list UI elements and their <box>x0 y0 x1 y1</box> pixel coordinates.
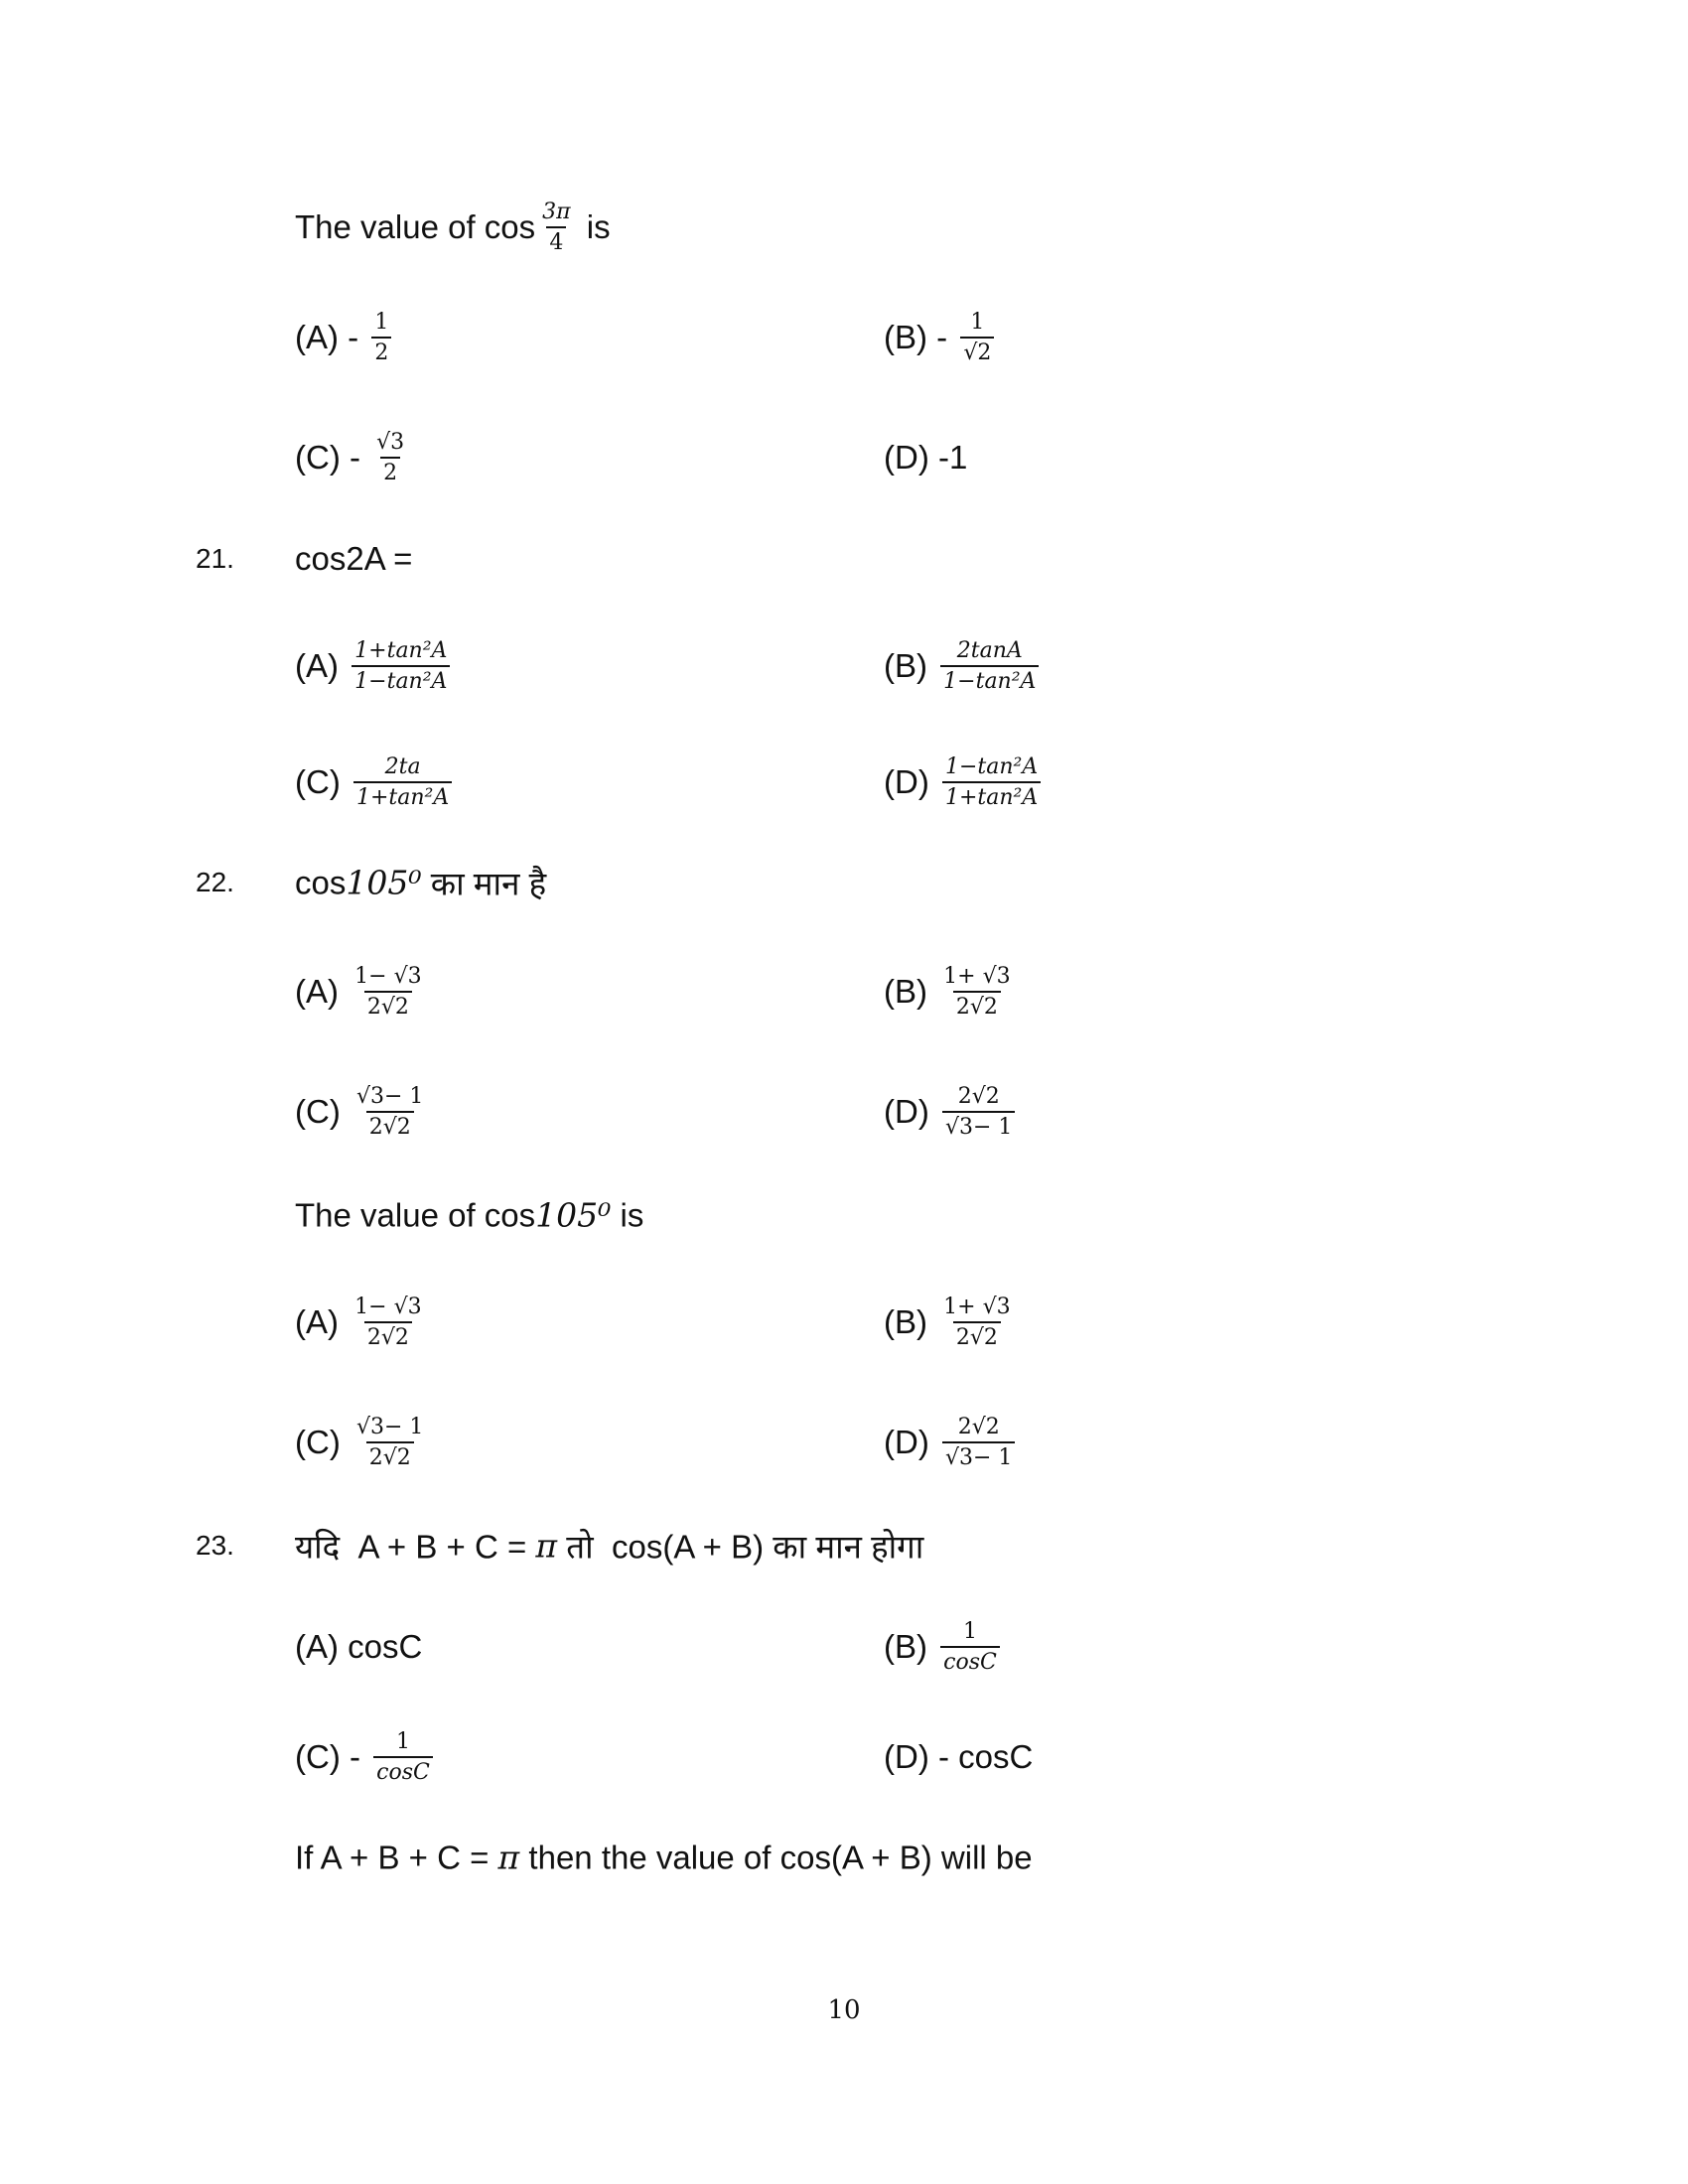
fraction-numerator: 2√2 <box>957 1084 1000 1109</box>
stem-math: π <box>497 1838 520 1877</box>
fraction-denominator: 2√2 <box>953 1321 1001 1350</box>
option-text: (D) <box>884 1424 938 1460</box>
fraction-denominator: 2√2 <box>953 991 1001 1020</box>
fraction-denominator: 4 <box>546 226 566 255</box>
question-stem <box>295 1524 923 1569</box>
option-text: (C) - <box>295 439 370 476</box>
fraction <box>353 754 452 810</box>
answer-option[interactable] <box>884 638 1043 694</box>
fraction-numerator: 1− √3 <box>354 964 422 989</box>
fraction-numerator: 1 <box>395 1729 410 1754</box>
answer-option[interactable] <box>884 1084 1019 1140</box>
page-number: 10 <box>827 1995 861 2025</box>
fraction-numerator: √3− 1 <box>355 1084 424 1109</box>
option-text: (B) - <box>884 319 957 355</box>
fraction <box>353 1084 426 1140</box>
stem-text: cos <box>295 864 347 900</box>
option-text: (A) <box>295 647 349 684</box>
fraction <box>940 1619 1000 1675</box>
answer-option[interactable] <box>884 1295 1018 1350</box>
fraction <box>352 964 424 1020</box>
answer-option[interactable] <box>295 638 454 694</box>
fraction-numerator: 1+ √3 <box>943 1295 1011 1319</box>
question-number: 21. <box>196 543 234 574</box>
fraction-denominator: 2√2 <box>366 1441 414 1470</box>
fraction-denominator: √3− 1 <box>942 1441 1015 1470</box>
answer-option[interactable] <box>884 754 1045 810</box>
fraction-denominator: 2√2 <box>366 1111 414 1140</box>
fraction-denominator: 1−tan²A <box>352 665 450 694</box>
stem-text: is <box>611 1196 644 1233</box>
question-number: 22. <box>196 867 234 897</box>
fraction-numerator: 3π <box>542 200 571 224</box>
stem-text: तो cos(A + B) का मान होगा <box>557 1528 924 1566</box>
option-text: (A) cosC <box>295 1628 423 1665</box>
option-text: (D) -1 <box>884 439 968 476</box>
answer-option[interactable] <box>295 754 456 810</box>
option-text: (B) <box>884 1628 937 1665</box>
fraction <box>352 638 450 694</box>
fraction-denominator: 2√2 <box>364 1321 412 1350</box>
fraction <box>940 1295 1013 1350</box>
fraction <box>960 310 994 365</box>
answer-option[interactable] <box>295 964 429 1020</box>
fraction <box>940 638 1039 694</box>
answer-option[interactable] <box>295 1295 429 1350</box>
question-stem <box>295 540 412 578</box>
fraction-numerator: 2√2 <box>957 1415 1000 1439</box>
fraction-numerator: 2tanA <box>956 638 1023 663</box>
answer-option[interactable] <box>884 439 967 477</box>
stem-math: π <box>535 1526 558 1566</box>
option-text: (A) <box>295 1303 349 1340</box>
stem-text: The value of cos <box>295 1196 536 1233</box>
stem-text: The value of cos <box>295 208 536 245</box>
fraction-denominator: 1+tan²A <box>942 781 1041 810</box>
answer-option[interactable] <box>295 1628 422 1666</box>
fraction-numerator: √3− 1 <box>355 1415 424 1439</box>
fraction-denominator: 2 <box>371 337 391 365</box>
fraction-numerator: 1+tan²A <box>354 638 448 663</box>
fraction <box>353 1415 426 1470</box>
answer-option[interactable] <box>295 310 395 365</box>
fraction <box>942 754 1041 810</box>
fraction-denominator: √2 <box>960 337 994 365</box>
fraction-numerator: 2ta <box>384 754 421 779</box>
stem-text: then the value of cos(A + B) will be <box>519 1839 1033 1875</box>
question-number: 23. <box>196 1530 234 1561</box>
stem-math: 105⁰ <box>346 863 422 902</box>
option-text: (C) <box>295 1093 350 1130</box>
option-text: (A) <box>295 973 349 1010</box>
stem-text: If A + B + C = <box>295 1839 498 1875</box>
stem-text: cos2A = <box>295 540 413 577</box>
answer-option[interactable] <box>884 1415 1019 1470</box>
question-stem <box>295 1196 643 1235</box>
fraction-numerator: 1−tan²A <box>944 754 1039 779</box>
answer-option[interactable] <box>884 1619 1004 1675</box>
fraction <box>539 200 573 255</box>
fraction-numerator: 1+ √3 <box>943 964 1011 989</box>
option-text: (B) <box>884 1303 937 1340</box>
option-text: (B) <box>884 647 937 684</box>
fraction <box>373 430 407 485</box>
fraction-denominator: 1−tan²A <box>940 665 1039 694</box>
stem-text: का मान है <box>421 865 547 902</box>
fraction-denominator: 1+tan²A <box>353 781 452 810</box>
stem-text: is <box>577 208 611 245</box>
answer-option[interactable] <box>884 310 998 365</box>
fraction <box>352 1295 424 1350</box>
answer-option[interactable] <box>295 1729 437 1785</box>
fraction-denominator: √3− 1 <box>942 1111 1015 1140</box>
stem-text: यदि A + B + C = <box>295 1528 536 1566</box>
fraction <box>940 964 1013 1020</box>
fraction <box>942 1415 1015 1470</box>
option-text: (C) <box>295 763 350 800</box>
answer-option[interactable] <box>295 430 411 485</box>
fraction-numerator: 1 <box>374 310 389 335</box>
fraction-numerator: 1 <box>970 310 985 335</box>
question-stem <box>295 1839 1033 1877</box>
option-text: (B) <box>884 973 937 1010</box>
fraction-denominator: 2 <box>380 457 400 485</box>
fraction <box>373 1729 433 1785</box>
option-text: (C) - <box>295 1738 370 1775</box>
fraction-numerator: 1− √3 <box>354 1295 422 1319</box>
answer-option[interactable] <box>884 964 1018 1020</box>
fraction-denominator: cosC <box>940 1646 1000 1675</box>
question-stem <box>295 200 611 255</box>
option-text: (C) <box>295 1424 350 1460</box>
stem-math: 105⁰ <box>535 1195 612 1235</box>
answer-option[interactable] <box>295 1415 430 1470</box>
fraction <box>942 1084 1015 1140</box>
option-text: (D) - cosC <box>884 1738 1034 1775</box>
fraction <box>371 310 391 365</box>
answer-option[interactable] <box>295 1084 430 1140</box>
question-stem <box>295 861 546 905</box>
option-text: (D) <box>884 1093 938 1130</box>
fraction-denominator: cosC <box>373 1756 433 1785</box>
answer-option[interactable] <box>884 1738 1033 1776</box>
option-text: (D) <box>884 763 938 800</box>
fraction-denominator: 2√2 <box>364 991 412 1020</box>
fraction-numerator: 1 <box>963 1619 978 1644</box>
option-text: (A) - <box>295 319 368 355</box>
fraction-numerator: √3 <box>376 430 405 455</box>
